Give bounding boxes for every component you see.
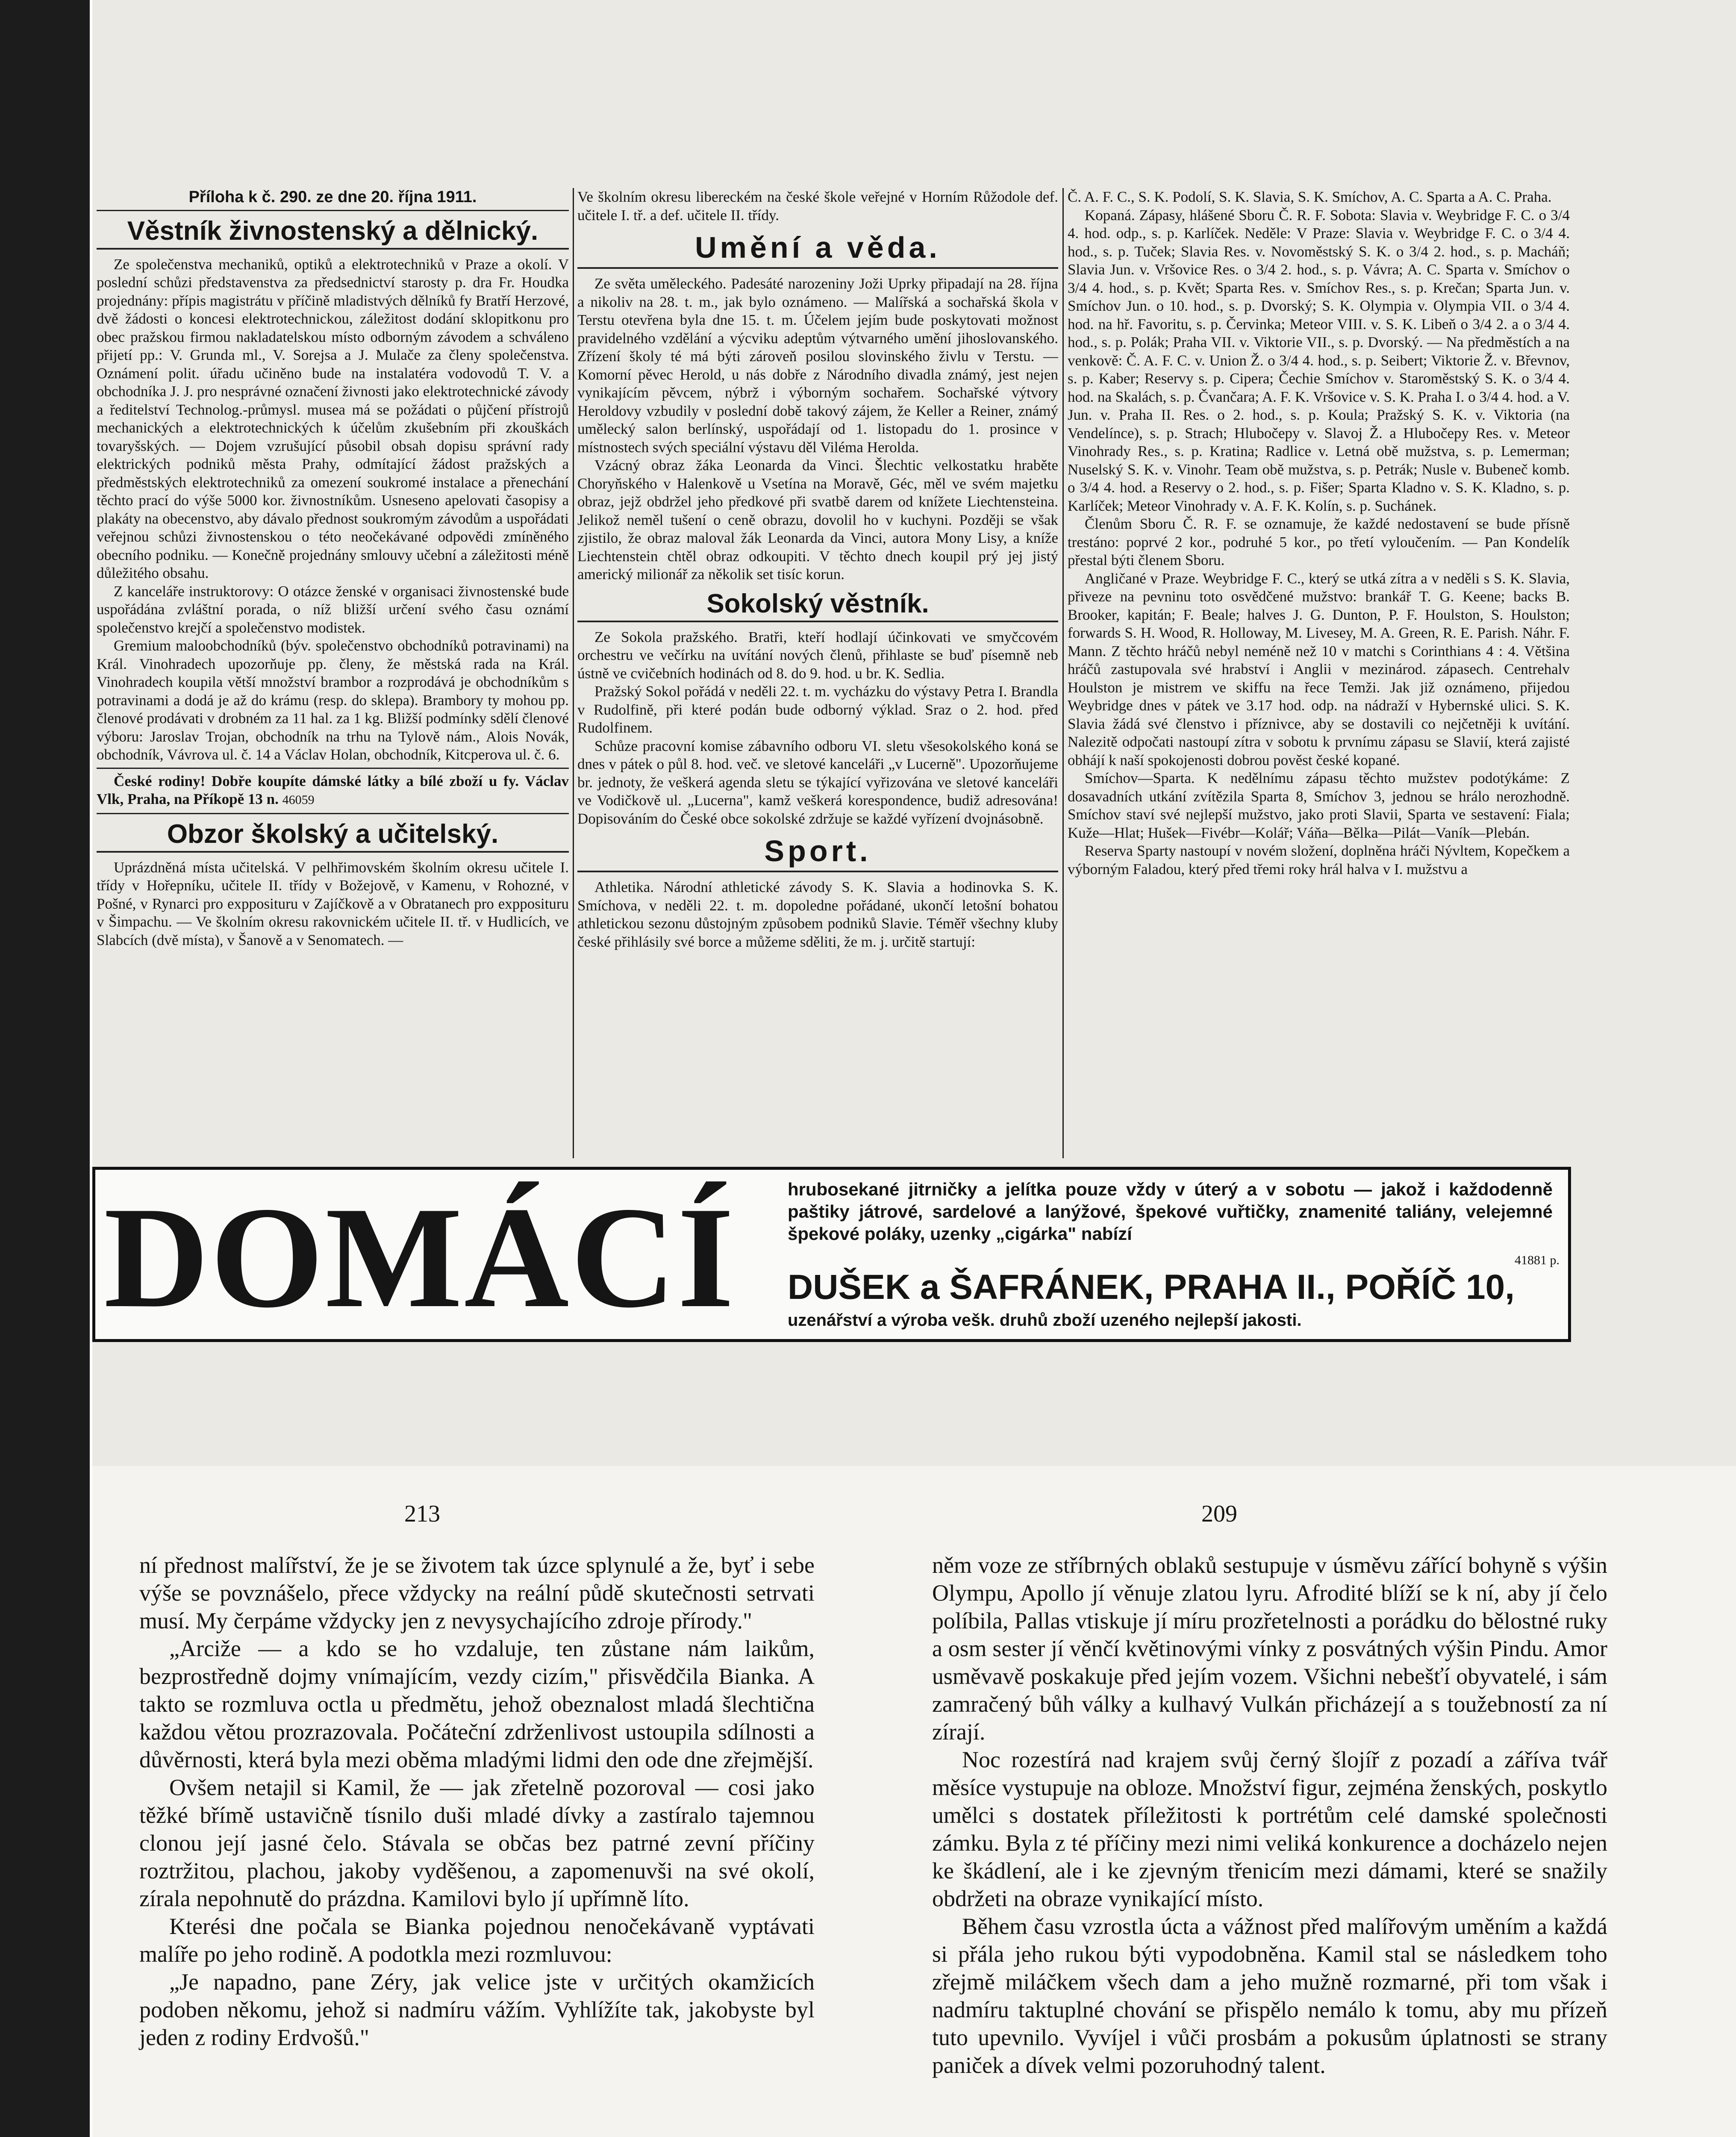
- section-rule: [97, 813, 569, 814]
- header-rule: [97, 210, 569, 211]
- ad-code: 41881 p.: [1515, 1253, 1559, 1267]
- advertisement-domaci: [92, 1167, 1571, 1342]
- story-paragraph: Noc rozestírá nad krajem svůj černý šlojíř z pozadí a záříva tvář měsíce vystupuje na obloze. Množství figur, zejména ženských, poskytlo umělci s dostatek příležitosti k portrétům celé damské společnosti zámku. Byla z té příčiny mezi nimi veliká konkurence a docházelo nejen ke škádlení, ale i ke zjevným třenicím mezi dámami, které se snažily obdržeti na obraze vynikající místo.: [932, 1747, 1607, 1911]
- article-text: Smíchov—Sparta. K nedělnímu zápasu těchto mužstev podotýkáme: Z dosavadních utkání zvítězila Sparta 8, Smíchov 3, jednou se hrálo nerozhodně. Smíchov staví své nejlepší mužstvo, jako proti Slavii, Sparta ve sestavení: Fiala; Kuže—Hlat; Hušek—Fivébr—Kolář; Váňa—Bělka—Pilát—Vaník—Plebán.: [1068, 770, 1570, 841]
- article-text: Ze světa uměleckého. Padesáté narozeniny Joži Uprky připadají na 28. října a nikoliv na 28. t. m., jak bylo oznámeno. — Malířská a sochařská škola v Terstu otevřena byla dne 15. t. m. Účelem jejím bude poskytovati možnost pravidelného vzdělání a výcviku adeptům výtvarného umění jihoslovanského. Zřízení školy té má býti zároveň posilou slovinského živlu v Terstu. — Komorní pěvec Herold, u nás dobře z Národního divadla známý, jest nejen vynikajícím pěvcem, nýbrž i výborným sochařem. Sochařské výtvory Heroldovy vzbudily v poslední době takový zájem, že Keller a Reiner, známý umělecký salon berlínský, uspořádají od 1. listopadu do 1. prosince v místnostech svých speciální výstavu děl Viléma Herolda.: [577, 275, 1058, 456]
- article-text: Kopaná. Zápasy, hlášené Sboru Č. R. F. Sobota: Slavia v. Weybridge F. C. o 3/4 4. hod. odp., s. p. Karlíček. Neděle: V Praze: Slavia v. Weybridge F. C. o 3/4 4. hod., s. p. Tuček; Slavia Res. v. Novoměstský S. K. o 3/4 2. hod., s. p. Macháň; Slavia Jun. v. Vršovice Res. o 3/4 2. hod., s. p. Vávra; A. C. Sparta v. Smíchov o 3/4 4. hod., s. p. Květ; Sparta Res. v. Smíchov Res., s. p. Krečan; Sparta Jun. v. Smíchov Jun. o 10. hod., s. p. Dvorský; S. K. Olympia v. Olympia VII. o 3/4 4. hod. na hř. Favoritu, s. p. Červinka; Meteor VIII. v. S. K. Libeň o 3/4 2. a o 3/4 4. hod., s. p. Polák; Praha VII. v. Viktorie VII., s. p. Dvorský. — Na předměstích a na venkově: Č. A. F. C. v. Union Ž. o 3/4 4. hod., s. p. Seibert; Viktorie Ž. v. Břevnov, s. p. Kaber; Reservy s. p. Cipera; Čechie Smíchov v. Staroměstský S. K. o 3/4 4. hod. na Skalách, s. p. Čvančara; A. F. K. Vršovice v. S. K. Praha I. o 3/4 4. hod. a V. Jun. v. Praha II. Res. o 2. hod., s. p. Koula; Pražský S. K. v. Viktoria (na Vendelínce), s. p. Strach; Hlubočepy v. Slavoj Ž. a Hlubočepy Res. v. Meteor Vinohrady Res., s. p. Kratina; Radlice v. Letná obě mužstva, s. p. Lemerman; Nuselský S. K. v. Vinohr. Team obě mužstva, s. p. Petrák; Nusle v. Bubeneč komb. o 3/4 4. hod. a Reservy o 2. hod., s. p. Fišer; Sparta Kladno v. S. K. Kladno, s. p. Karlíček; Meteor Vinohrady v. A. F. K. Kolín, s. p. Suchánek.: [1068, 206, 1570, 514]
- article-text: Vzácný obraz žáka Leonarda da Vinci. Šlechtic velkostatku hraběte Choryňského v Halenkově u Vsetína na Moravě, Géc, měl ve svém majetku obraz, jejž obdržel jeho předkové při svatbě darem od knížete Liechtensteina. Jelikož neměl tušení o ceně obrazu, dovolil ho v kuchyni. Později se však zjistilo, že obraz maloval žák Leonarda da Vinci, autora Mony Lisy, a kníže Liechtenstein chtěl obraz odkoupiti. V těchto dnech koupil prý jej jistý americký milionář za několik set tisíc korun.: [577, 457, 1058, 583]
- page-number-left: 213: [404, 1501, 440, 1527]
- ad-firm: DUŠEK a ŠAFRÁNEK, PRAHA II., POŘÍČ 10,: [788, 1268, 1515, 1307]
- notice-text: České rodiny! Dobře koupíte dámské látky a bílé zboží u fy. Václav Vlk, Praha, na Příkopě 13 n. 46059: [97, 772, 569, 807]
- story-paragraph: něm voze ze stříbrných oblaků sestupuje v úsměvu zářící bohyně s výšin Olympu, Apollo jí věnuje zlatou lyru. Afrodité blíží se k ní, aby jí čelo políbila, Pallas vtiskuje jí míru prozřetelnosti a porádku do bělostné ruky a osm sester jí věnčí květinovými vínky z posvátných výšin Pindu. Amor usměvavě poskakuje před jejím vozem. Všichni nebešťí obyvatelé, i sám zamračený bůh války a kulhavý Vulkán přicházejí a s toužebností za ní zírají.: [932, 1552, 1607, 1745]
- article-text: Z kanceláře instruktorovy: O otázce ženské v organisaci živnostenské bude uspořádána zvláštní porada, o níž bližší určení svého času oznámí společenstvo krejčí a společenstvo modistek.: [97, 583, 569, 636]
- section-title-sokol: Sokolský věstník.: [577, 587, 1058, 622]
- scan-edge-left: [0, 0, 90, 2137]
- article-text: Pražský Sokol pořádá v neděli 22. t. m. vycházku do výstavy Petra I. Brandla v Rudolfině, při které podán bude odborný výklad. Sraz o 2. hod. před Rudolfinem.: [577, 683, 1058, 736]
- article-text: Angličané v Praze. Weybridge F. C., který se utká zítra a v neděli s S. K. Slavia, přiveze na pevninu toto osvědčené mužstvo: brankář T. G. Keene; backs B. Brooker, kapitán; F. Beale; halves J. G. Dunton, P. F. Houlston, S. Houlston; forwards S. H. Wood, R. Holloway, M. Livesey, M. A. Green, R. E. Parish. Náhr. F. Mann. Z těchto hráčů nebyl neméně než 10 v matchi s Corinthians 4 : 4. Většina hráčů zastupovala své hrabství i Anglii v mezinárod. zápasech. Centrehalv Houlston je mistrem ve skiffu na řece Temži. Jak již oznámeno, přijedou Weybridge dnes v pátek ve 3.17 hod. odp. na nádraží v Hybernské ulici. S. K. Slavia žádá své členstvo i příznivce, aby se dostavili co nejčetněji k uvítání. Nalezitě odpočati nastoupí zítra v sobotu k prvnímu zápasu se Slavií, která zajisté obhájí k naší spokojenosti dobrou pověst české kopané.: [1068, 570, 1570, 768]
- story-paragraph: ní přednost malířství, že je se životem tak úzce splynulé a že, byť i sebe výše se povznášelo, přece vždycky na reální půdě skutečnosti setrvati musí. My čerpáme vždycky jen z nevysychajícího zdroje přírody.": [139, 1552, 815, 1634]
- story-paragraph: Kterési dne počala se Bianka pojednou nenočekávaně vyptávati malíře po jeho rodině. A podotkla mezi rozmluvou:: [139, 1913, 815, 1967]
- page-number-right: 209: [1201, 1501, 1237, 1527]
- column-2: [577, 188, 1058, 1145]
- supplement-header: Příloha k č. 290. ze dne 20. října 1911.: [188, 188, 477, 206]
- section-rule: [97, 768, 569, 769]
- column-divider: [573, 188, 574, 1158]
- section-title-trade: Věstník živnostenský a dělnický.: [97, 215, 569, 250]
- article-text: Členům Sboru Č. R. F. se oznamuje, že každé nedostavení se bude přísně trestáno: poprvé 2 kor., podruhé 5 kor., po třetí vyloučením. — Pan Kondelík přestal býti členem Sboru.: [1068, 515, 1570, 568]
- article-text: Uprázdněná místa učitelská. V pelhřimovském školním okresu učitele I. třídy v Hořepníku, učitele II. třídy v Božejově, v Kamenu, v Rohozné, v Pošné, v Rynarci pro expposituru v Zajíčkově a v Obratanech pro expposituru v Šimpachu. — Ve školním okresu rakovnickém učitele II. tř. v Hudlicích, ve Slabcích (dvě místa), v Šanově a v Senomatech. —: [97, 859, 569, 948]
- story-paragraph: Během času vzrostla úcta a vážnost před malířovým uměním a každá si přála jeho rukou býti vypodobněna. Kamil stal se následkem toho zřejmě miláčkem všech dam a jeho mužně rozmarné, při tom však i nadmíru taktuplné chování se přispělo nemálo k tomu, aby mu přízeň tuto upevnilo. Vyvíjel i vůči prosbám a pokusům úplatnosti se strany paniček a dívek velmi pozoruhodný talent.: [932, 1913, 1607, 2078]
- section-title-arts: Umění a věda.: [577, 228, 1058, 269]
- scanned-page: [92, 0, 1736, 2137]
- ad-description: hrubosekané jitrničky a jelítka pouze vždy v úterý a v sobotu — jakož i každodenně paštiky játrové, sardelové a lanýžové, špekové vuřtičky, znamenité taliány, velejemné špekové poláky, uzenky „cigárka" nabízí: [788, 1179, 1553, 1244]
- ad-subtitle: uzenářství a výroba vešk. druhů zboží uzeného nejlepší jakosti.: [788, 1311, 1302, 1330]
- article-text: Reserva Sparty nastoupí v novém složení, doplněna hráči Nývltem, Kopečkem a výborným Faladou, který před třemi roky hrál halva v I. mužstvu a: [1068, 842, 1570, 877]
- story-column-right: [932, 1551, 1607, 2137]
- ad-title: DOMÁCÍ: [104, 1177, 736, 1338]
- article-text: Athletika. Národní athletické závody S. K. Slavia a hodinovka S. K. Smíchova, v neděli 22. t. m. dopoledne pořádané, ukončí letošní bohatou athletickou sezonu důstojným způsobem podniků Slavie. Téměř všechny kluby české přihlásily své borce a můžeme sděliti, že m. j. určitě startují:: [577, 879, 1058, 950]
- story-paragraph: „Arciže — a kdo se ho vzdaluje, ten zůstane nám laikům, bezprostředně dojmy vnímajícím, vezdy cizím," přisvědčila Bianka. A takto se rozmluva octla u předmětu, jehož obeznalost mladá šlechtična každou větou prozrazovala. Počáteční zdrženlivost ustoupila sdílnosti a důvěrnosti, která byla mezi oběma mladými lidmi den ode dne zřejmější.: [139, 1636, 815, 1772]
- story-column-left: [139, 1551, 815, 2137]
- article-text: Gremium maloobchodníků (býv. společenstvo obchodníků potravinami) na Král. Vinohradech upozorňuje pp. členy, že městská rada na Král. Vinohradech koupila větší množství brambor a rozprodává je obchodníkům s potravinami a dodá je až do krámu (resp. do sklepa). Brambory ty mohou pp. členové prodávati v drobném za 11 hal. za 1 kg. Bližší podmínky sdělí členové výboru: Jaroslav Trojan, obchodník na trhu na Tylově nám., Alois Novák, obchodník, Vávrova ul. č. 14 a Václav Holan, obchodník, Kitcperova ul. č. 6.: [97, 637, 569, 763]
- article-text: Ve školním okresu libereckém na české škole veřejné v Horním Růžodole def. učitele I. tř. a def. učitele II. třídy.: [577, 188, 1058, 224]
- story-paragraph: Ovšem netajil si Kamil, že — jak zřetelně pozoroval — cosi jako těžké břímě ustavičně tísnilo duši mladé dívky a zastíralo tajemnou clonou její jasné čelo. Stávala se občas bez patrné zevní příčiny roztržitou, plachou, jakoby vyděšenou, a zapomenuvši na své okolí, zírala nepohnutě do prázdna. Kamilovi bylo jí upřímně líto.: [139, 1775, 815, 1911]
- section-title-sport: Sport.: [577, 831, 1058, 872]
- article-text: Schůze pracovní komise zábavního odboru VI. sletu všesokolského koná se dnes v pátek o půl 8. hod. več. ve sletové kanceláři „v Lucerně". Upozorňujeme br. jednoty, že veškerá agenda sletu se týkající vyřizována ve sletové kanceláři ve Vodičkově ul. „Lucerna", kamž veškerá korespondence, budiž adresována! Dopisováním do České obce sokolské zdržuje se každé vyřízení dvojnásobně.: [577, 737, 1058, 827]
- article-text: Ze Sokola pražského. Bratři, kteří hodlají účinkovati ve smyčcovém orchestru ve večírku na uvítání nových členů, přihlaste se buď písemně neb ústně ve cvičebních hodinách od 8. do 9. hod. u br. K. Sedlia.: [577, 628, 1058, 682]
- column-3: [1068, 188, 1570, 1145]
- column-divider: [1062, 188, 1064, 1158]
- column-1: [97, 188, 569, 1145]
- section-title-school: Obzor školský a učitelský.: [97, 818, 569, 853]
- story-paragraph: „Je napadno, pane Zéry, jak velice jste v určitých okamžicích podoben někomu, jehož si nadmíru vážím. Vyhlížíte tak, jakobyste byl jeden z rodiny Erdvošů.": [139, 1969, 815, 2050]
- article-text: Ze společenstva mechaniků, optiků a elektrotechniků v Praze a okolí. V poslední schůzi představenstva za předsednictví starosty p. dra Fr. Houdka projednány: přípis magistrátu v příčině mladistvých dělníků fy Bratří Herzové, dvě žádosti o koncesi elektrotechnickou, záležitost dodání sklopitkonu pro obec pražskou firmou nakladatelskou místo odborným závodem a schváleno přijetí pp.: V. Grunda ml., V. Sorejsa a J. Mulače za členy společenstva. Oznámení polit. úřadu učiněno bude na instalatéra vodovodů T. V. a obchodníka J. J. pro nesprávné označení živnosti jako elektrotechnické závody a ředitelství Technolog.-průmysl. musea má se požádati o půjčení přístrojů mechanických a elektrotechnických k účelům zkušebním při zkouškách tovaryšských. — Dojem vzrušující působil obsah dopisu správní rady elektrických podniků města Prahy, odmítající žádost pražských a předměstských elektrotechniků za omezení soukromé instalace a přenechání těchto prací do výše 5000 kor. živnostníkům. Usneseno apelovati časopisy a plakáty na obecenstvo, aby dávalo přednost soukromým závodům a uspořádati veřejnou schůzi živnostenskou o této neočekávané odpovědi zmíněného obecního podniku. — Konečně projednány smlouvy učební a záležitosti méně důležitého obsahu.: [97, 256, 569, 581]
- article-text: Č. A. F. C., S. K. Podolí, S. K. Slavia, S. K. Smíchov, A. C. Sparta a A. C. Praha.: [1068, 188, 1552, 205]
